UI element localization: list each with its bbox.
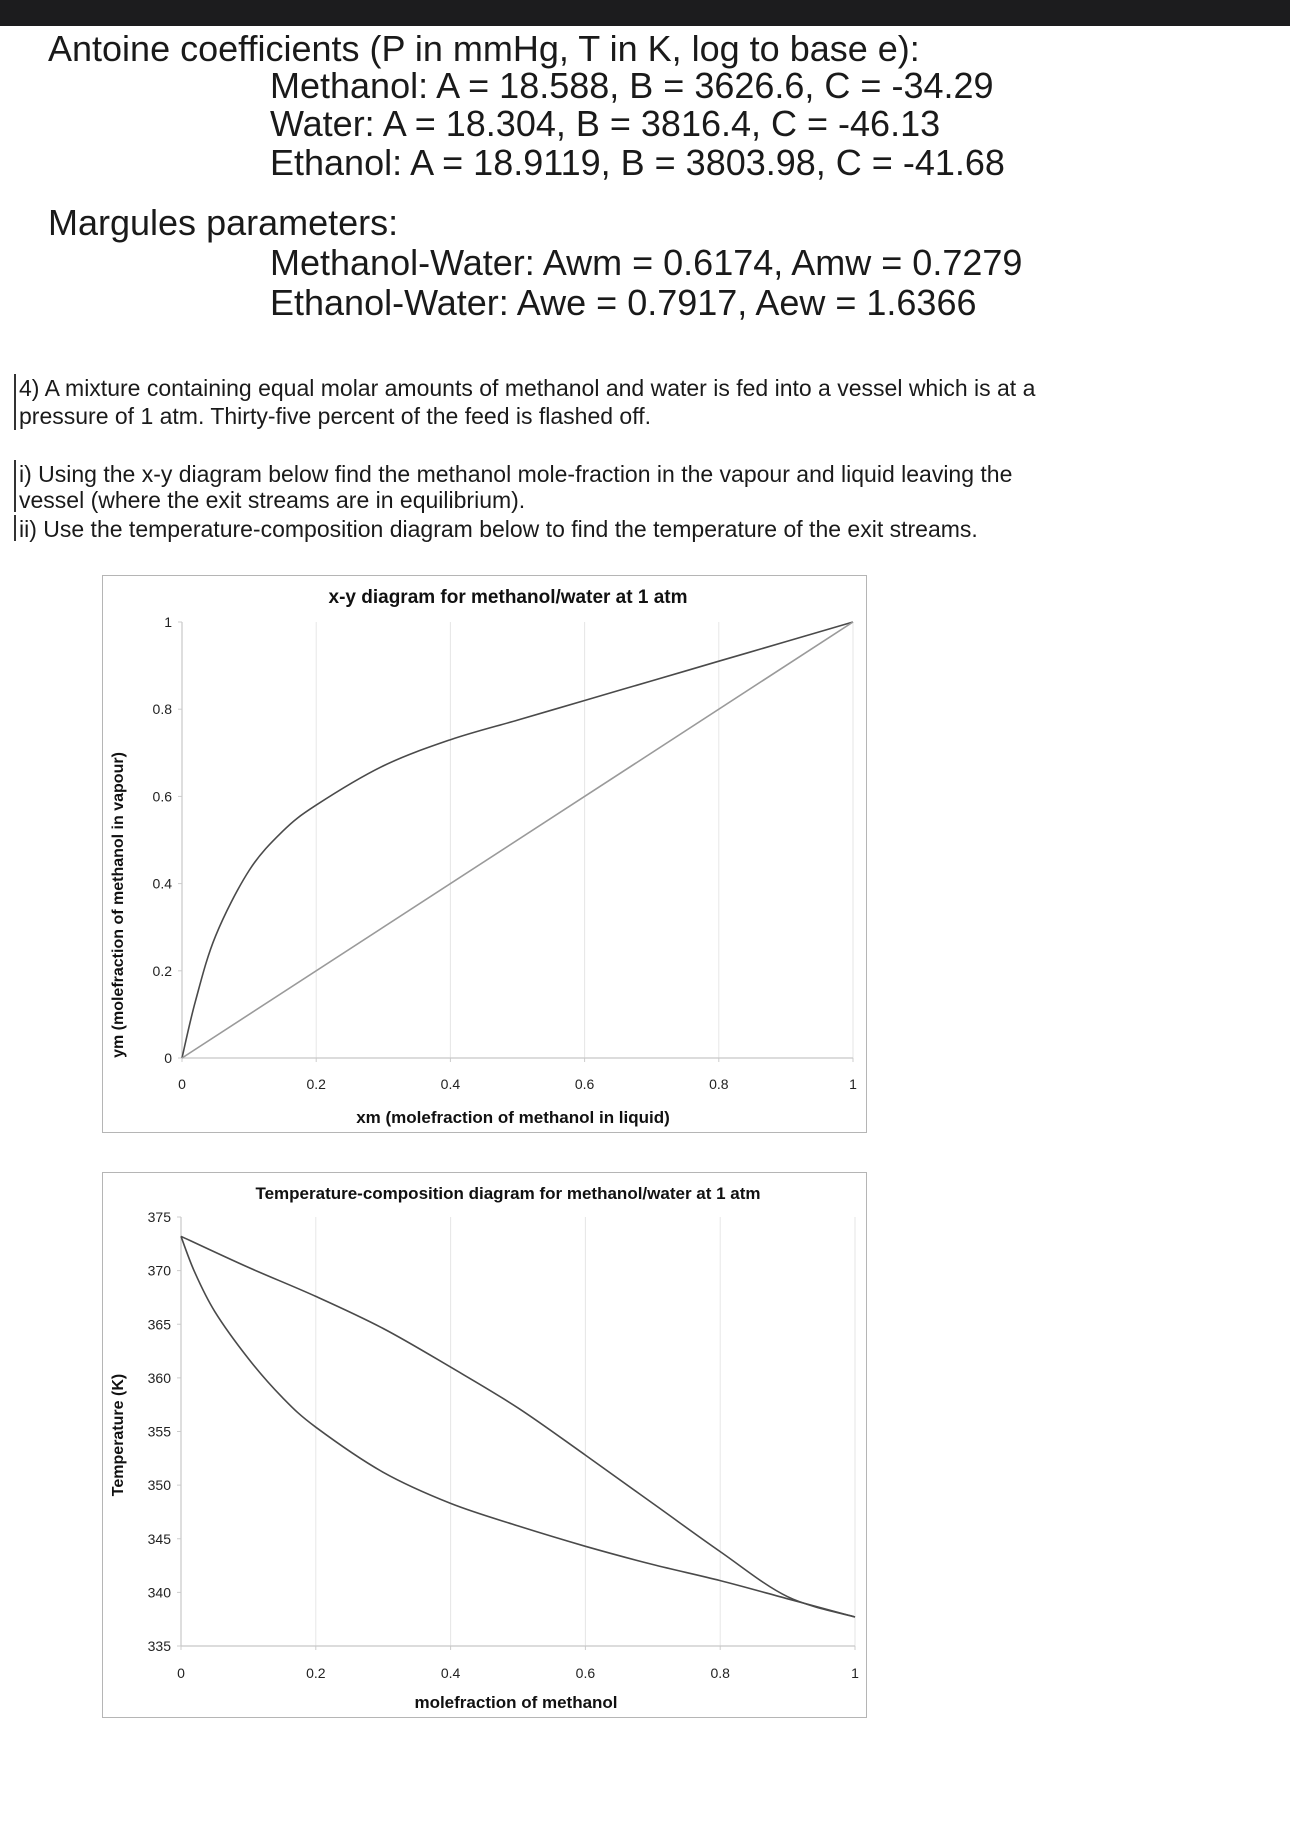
antoine-heading: Antoine coefficients (P in mmHg, T in K, log to base e):	[48, 28, 920, 69]
margules-methanol-water: Methanol-Water: Awm = 0.6174, Amw = 0.7279	[270, 242, 1023, 283]
y-tick-label: 375	[147, 1209, 171, 1225]
x-tick-label: 0.2	[306, 1076, 326, 1092]
y-tick-label: 360	[147, 1369, 171, 1386]
y-tick-label: 365	[147, 1316, 171, 1333]
x-tick-label: 0	[177, 1665, 185, 1681]
question-i-rule	[14, 460, 16, 512]
y-tick-label: 370	[147, 1262, 171, 1279]
tx-chart-y-axis-label: Temperature (K)	[110, 1373, 127, 1497]
x-tick-label: 0.6	[574, 1076, 595, 1092]
x-tick-label: 0.8	[710, 1665, 730, 1681]
y-tick-label: 0.8	[152, 701, 172, 718]
x-tick-label: 0.6	[575, 1665, 596, 1681]
y-tick-label: 1	[164, 614, 172, 630]
tx-chart-frame	[102, 1172, 867, 1718]
x-tick-label: 0.4	[440, 1665, 461, 1681]
x-tick-label: 0	[178, 1076, 186, 1092]
antoine-ethanol: Ethanol: A = 18.9119, B = 3803.98, C = -41.68	[270, 142, 1005, 183]
y-tick-label: 345	[147, 1530, 171, 1547]
question-ii-rule	[14, 515, 16, 541]
bubble-point-liquid-line	[181, 1236, 855, 1617]
tx-chart-x-axis-label: molefraction of methanol	[414, 1693, 618, 1712]
xy-chart	[103, 576, 866, 1132]
xy-chart-x-axis-label: xm (molefraction of methanol in liquid)	[356, 1108, 670, 1127]
dew-point-vapour-line	[181, 1236, 855, 1617]
x-tick-label: 1	[851, 1665, 859, 1681]
y-x-diagonal-line	[182, 622, 853, 1058]
y-tick-label: 355	[147, 1423, 171, 1440]
xy-chart-frame	[102, 575, 867, 1133]
xy-chart-y-axis-label: ym (molefraction of methanol in vapour)	[110, 752, 127, 1058]
question-4-line-2: pressure of 1 atm. Thirty-five percent of the feed is flashed off.	[19, 403, 651, 429]
y-tick-label: 0.4	[152, 875, 172, 892]
x-tick-label: 0.4	[440, 1076, 461, 1092]
y-tick-label: 0.6	[152, 788, 172, 805]
question-4-rule	[14, 374, 16, 430]
y-tick-label: 335	[147, 1638, 171, 1654]
tx-chart-title: Temperature-composition diagram for methanol/water at 1 atm	[255, 1184, 761, 1203]
tx-chart	[103, 1173, 866, 1717]
question-i-line-1: i) Using the x-y diagram below find the methanol mole-fraction in the vapour and liquid leaving the	[19, 461, 1013, 487]
top-bar	[0, 0, 1290, 26]
question-i-line-2: vessel (where the exit streams are in equilibrium).	[19, 487, 526, 513]
x-tick-label: 0.2	[306, 1665, 326, 1681]
question-ii-line-1: ii) Use the temperature-composition diagram below to find the temperature of the exit streams.	[19, 516, 978, 542]
margules-heading: Margules parameters:	[48, 202, 399, 243]
y-tick-label: 340	[147, 1584, 171, 1601]
x-tick-label: 1	[849, 1076, 857, 1092]
y-tick-label: 350	[147, 1477, 171, 1494]
y-tick-label: 0.2	[152, 962, 172, 979]
margules-ethanol-water: Ethanol-Water: Awe = 0.7917, Aew = 1.6366	[270, 282, 977, 323]
question-4-line-1: 4) A mixture containing equal molar amounts of methanol and water is fed into a vessel which is at a	[19, 375, 1036, 401]
antoine-methanol: Methanol: A = 18.588, B = 3626.6, C = -34.29	[270, 65, 994, 106]
y-tick-label: 0	[164, 1050, 172, 1066]
antoine-water: Water: A = 18.304, B = 3816.4, C = -46.13	[270, 103, 941, 144]
x-tick-label: 0.8	[709, 1076, 729, 1092]
xy-chart-title: x-y diagram for methanol/water at 1 atm	[328, 587, 688, 608]
